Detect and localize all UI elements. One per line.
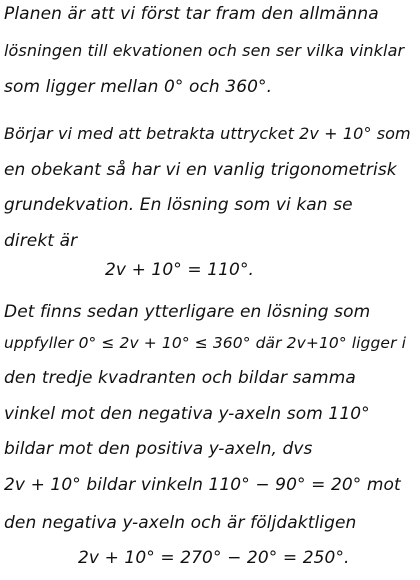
text-line: som ligger mellan 0° och 360°. <box>4 77 273 97</box>
text-line: en obekant så har vi en vanlig trigonometrisk <box>4 160 397 180</box>
text-line: bildar mot den positiva y-axeln, dvs <box>4 439 313 459</box>
text-line: den negativa y-axeln och är följdaktligen <box>4 513 357 533</box>
text-line: grundekvation. En lösning som vi kan se <box>4 195 353 215</box>
text-line: direkt är <box>4 231 78 251</box>
text-line: lösningen till ekvationen och sen ser vilka vinklar <box>4 41 405 60</box>
text-line: 2v + 10° bildar vinkeln 110° − 90° = 20° mot <box>4 475 401 495</box>
text-line: vinkel mot den negativa y-axeln som 110° <box>4 404 370 424</box>
text-line: Börjar vi med att betrakta uttrycket 2v + 10° som <box>4 124 411 143</box>
equation-line: 2v + 10° = 110°. <box>105 260 255 280</box>
text-line: Det finns sedan ytterligare en lösning som <box>4 302 371 322</box>
text-line: den tredje kvadranten och bildar samma <box>4 368 356 388</box>
equation-line: 2v + 10° = 270° − 20° = 250°. <box>78 548 350 568</box>
text-line: uppfyller 0° ≤ 2v + 10° ≤ 360° där 2v+10° ligger i <box>4 334 406 352</box>
text-line: Planen är att vi först tar fram den allmänna <box>4 4 379 24</box>
